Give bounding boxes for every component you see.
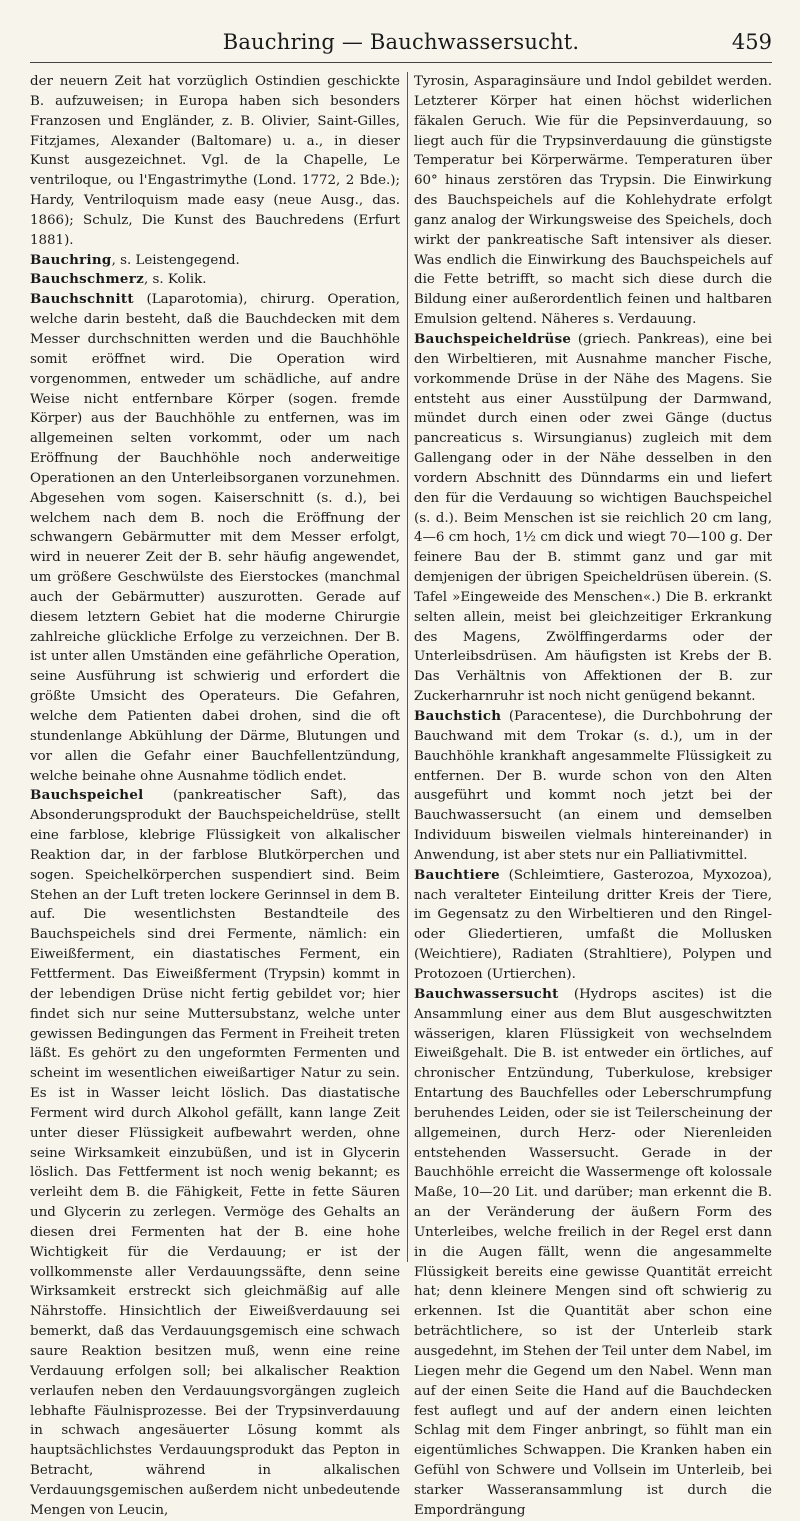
entry-headword: Bauchwassersucht xyxy=(414,985,559,1002)
entry-bauchwassersucht xyxy=(414,985,772,1521)
left-column xyxy=(30,72,400,1518)
entry-bauchstich xyxy=(414,707,772,866)
entry-headword: Bauchtiere xyxy=(414,866,500,883)
entry-text: , s. Leistengegend. xyxy=(111,252,240,268)
entry-text: , s. Kolik. xyxy=(144,272,207,288)
entry-text: (griech. Pankreas), eine bei den Wirbeltieren, mit Ausnahme mancher Fische, vorkommende Drüse in der Nähe des Magens. Sie entsteht aus einer Ausstülpung der Darmwand, mündet durch einen oder zwei Gänge (ductus pancreaticus s. Wirsungianus) zugleich mit dem Gallengang oder in der Nähe desselben in den vordern Abschnitt des Dünndarms ein und liefert den für die Verdauung so wichtigen Bauchspeichel (s. d.). Beim Menschen ist sie reichlich 20 cm lang, 4—6 cm hoch, 1½ cm dick und wiegt 70—100 g. Der feinere Bau der B. stimmt ganz und gar mit demjenigen der übrigen Speicheldrüsen überein. (S. Tafel »Eingeweide des Menschen«.) Die B. erkrankt selten allein, meist bei gleichzeitiger Erkrankung des Magens, Zwölffingerdarms oder der Unterleibsdrüsen. Am häufigsten ist Krebs der B. Das Verhältnis von Affektionen der B. zur Zuckerharnruhr ist noch nicht genügend bekannt. xyxy=(414,331,772,705)
entry-text: Tyrosin, Asparaginsäure und Indol gebildet werden. Letzterer Körper hat einen höchst widerlichen fäkalen Geruch. Wie für die Pepsinverdauung, so liegt auch für die Trypsinverdauung die günstigste Temperatur bei Körperwärme. Temperaturen über 60° hinaus zerstören das Trypsin. Die Einwirkung des Bauchspeichels auf die Kohlehydrate erfolgt ganz analog der Wirkungsweise des Speichels, doch wirkt der pankreatische Saft intensiver als dieser. Was endlich die Einwirkung des Bauchspeichels auf die Fette betrifft, so macht sich diese durch die Bildung einer außerordentlich feinen und haltbaren Emulsion geltend. Näheres s. Verdauung. xyxy=(414,74,772,328)
page-number: 459 xyxy=(731,30,772,54)
entry-continuation xyxy=(414,72,772,330)
entry-text: (Hydrops ascites) ist die Ansammlung einer aus dem Blut ausgeschwitzten wässerigen, klaren Flüssigkeit von wechselndem Eiweißgehalt. Die B. ist entweder ein örtliches, auf chronischer Entzündung, Tuberkulose, krebsiger Entartung des Bauchfelles oder Leberschrumpfung beruhendes Leiden, oder sie ist Teilerscheinung der allgemeinen, durch Herz- oder Nierenleiden entstehenden Wassersucht. Gerade in der Bauchhöhle erreicht die Wassermenge oft kolossale Maße, 10—20 Lit. und darüber; man erkennt die B. an der Veränderung der äußern Form des Unterleibes, welche freilich in der Regel erst dann in die Augen fällt, wenn die angesammelte Flüssigkeit bereits eine gewisse Quantität erreicht hat; denn kleinere Mengen sind oft schwierig zu erkennen. Ist die Quantität aber schon eine beträchtlichere, so ist der Unterleib stark ausgedehnt, im Stehen der Teil unter dem Nabel, im Liegen mehr die Gegend um den Nabel. Wenn man auf der einen Seite die Hand auf die Bauchdecken fest auflegt und auf der andern einen leichten Schlag mit dem Finger anbringt, so fühlt man ein eigentümliches Schwappen. Die Kranken haben ein Gefühl von Schwere und Vollsein im Unterleib, bei starker Wasseransammlung ist durch die Empordrängung xyxy=(414,986,772,1518)
entry-text: (pankreatischer Saft), das Absonderungsprodukt der Bauchspeicheldrüse, stellt eine farblose, klebrige Flüssigkeit von alkalischer Reaktion dar, in der farblose Blutkörperchen und sogen. Speichelkörperchen suspendiert sind. Beim Stehen an der Luft treten lockere Gerinnsel in dem B. auf. Die wesentlichsten Bestandteile des Bauchspeichels sind drei Fermente, nämlich: ein Eiweißferment, ein diastatisches Ferment, ein Fettferment. Das Eiweißferment (Trypsin) kommt in der lebendigen Drüse nicht fertig gebildet vor; hier findet sich nur seine Muttersubstanz, welche unter gewissen Bedingungen das Ferment in Freiheit treten läßt. Es gehört zu den ungeformten Fermenten und scheint im wesentlichen eiweißartiger Natur zu sein. Es ist in Wasser leicht löslich. Das diastatische Ferment wird durch Alkohol gefällt, kann lange Zeit unter dieser Flüssigkeit aufbewahrt werden, ohne seine Wirksamkeit einzubüßen, und ist in Glycerin löslich. Das Fettferment ist noch wenig bekannt; es verleiht dem B. die Fähigkeit, Fette in fette Säuren und Glycerin zu zerlegen. Vermöge des Gehalts an diesen drei Fermenten hat der B. eine hohe Wichtigkeit für die Verdauung; er ist der vollkommenste aller Verdauungssäfte, denn seine Wirksamkeit erstreckt sich gleichmäßig auf alle Nährstoffe. Hinsichtlich der Eiweißverdauung sei bemerkt, daß das Verdauungsgemisch eine schwach saure Reaktion besitzen muß, wenn eine reine Verdauung erfolgen soll; bei alkalischer Reaktion verlaufen neben den Verdauungsvorgängen zugleich lebhafte Fäulnisprozesse. Bei der Trypsinverdauung in schwach angesäuerter Lösung kommt als hauptsächlichstes Verdauungsprodukt das Pepton in Betracht, während in alkalischen Verdauungsgemischen außerdem nicht unbedeutende Mengen von Leucin, xyxy=(30,788,400,1518)
entry-text: (Paracentese), die Durchbohrung der Bauchwand mit dem Trokar (s. d.), um in der Bauchhöhle krankhaft angesammelte Flüssigkeit zu entfernen. Der B. wurde schon von den Alten ausgeführt und kommt noch jetzt bei der Bauchwassersucht (an einem und demselben Individuum bisweilen vielmals hintereinander) in Anwendung, ist aber stets nur ein Palliativmittel. xyxy=(414,709,772,863)
running-header xyxy=(30,28,772,63)
running-title: Bauchring — Bauchwassersucht. xyxy=(222,30,580,54)
entry-headword: Bauchstich xyxy=(414,708,502,724)
entry-headword: Bauchspeicheldrüse xyxy=(414,330,572,347)
entry-headword: Bauchschmerz xyxy=(30,271,144,288)
entry-bauchschmerz xyxy=(30,270,400,290)
entry-bauchtiere xyxy=(414,866,772,985)
entry-text: (Schleimtiere, Gasterozoa, Myxozoa), nach veralteter Einteilung dritter Kreis der Tiere, im Gegensatz zu den Wirbeltieren und den Ringel- oder Gliedertieren, umfaßt die Mollusken (Weichtiere), Radiaten (Strahltiere), Polypen und Protozoen (Urtierchen). xyxy=(414,867,772,982)
entry-text: (Laparotomia), chirurg. Operation, welche darin besteht, daß die Bauchdecken mit dem Messer durchschnitten werden und die Bauchhöhle somit eröffnet wird. Die Operation wird vorgenommen, entweder um schädliche, auf andre Weise nicht entfernbare Körper (sogen. fremde Körper) aus der Bauchhöhle zu entfernen, was im allgemeinen selten vorkommt, oder um nach Eröffnung der Bauchhöhle noch anderweitige Operationen an den Unterleibsorganen vorzunehmen. Abgesehen vom sogen. Kaiserschnitt (s. d.), bei welchem nach dem B. noch die Eröffnung der schwangern Gebärmutter mit dem Messer erfolgt, wird in neuerer Zeit der B. sehr häufig angewendet, um größere Geschwülste des Eierstockes (manchmal auch der Gebärmutter) auszurotten. Gerade auf diesem letztern Gebiet hat die moderne Chirurgie zahlreiche glückliche Erfolge zu verzeichnen. Der B. ist unter allen Umständen eine gefährliche Operation, seine Ausführung ist schwierig und erfordert die größte Umsicht des Operateurs. Die Gefahren, welche dem Patienten dabei drohen, sind die oft stundenlange Abkühlung der Därme, Blutungen und vor allen die Gefahr einer Bauchfellentzündung, welche beinahe ohne Ausnahme tödlich endet. xyxy=(30,292,400,784)
right-column xyxy=(414,72,772,1518)
entry-bauchring xyxy=(30,251,400,271)
column-divider xyxy=(407,72,408,1262)
entry-bauchspeichel xyxy=(30,786,400,1520)
entry-headword: Bauchschnitt xyxy=(30,291,134,308)
entry-bauchschnitt xyxy=(30,290,400,786)
entry-headword: Bauchspeichel xyxy=(30,787,144,804)
entry-continuation xyxy=(30,72,400,251)
entry-headword: Bauchring xyxy=(30,251,112,268)
entry-text: der neuern Zeit hat vorzüglich Ostindien geschickte B. aufzuweisen; in Europa haben sich besonders Franzosen und Engländer, z. B. Olivier, Saint-Gilles, Fitzjames, Alexander (Baltomare) u. a., in dieser Kunst ausgezeichnet. Vgl. de la Chapelle, Le ventriloque, ou l'Engastrimythe (Lond. 1772, 2 Bde.); Hardy, Ventriloquism made easy (neue Ausg., das. 1866); Schulz, Die Kunst des Bauchredens (Erfurt 1881). xyxy=(30,74,400,248)
entry-bauchspeicheldruese xyxy=(414,330,772,707)
